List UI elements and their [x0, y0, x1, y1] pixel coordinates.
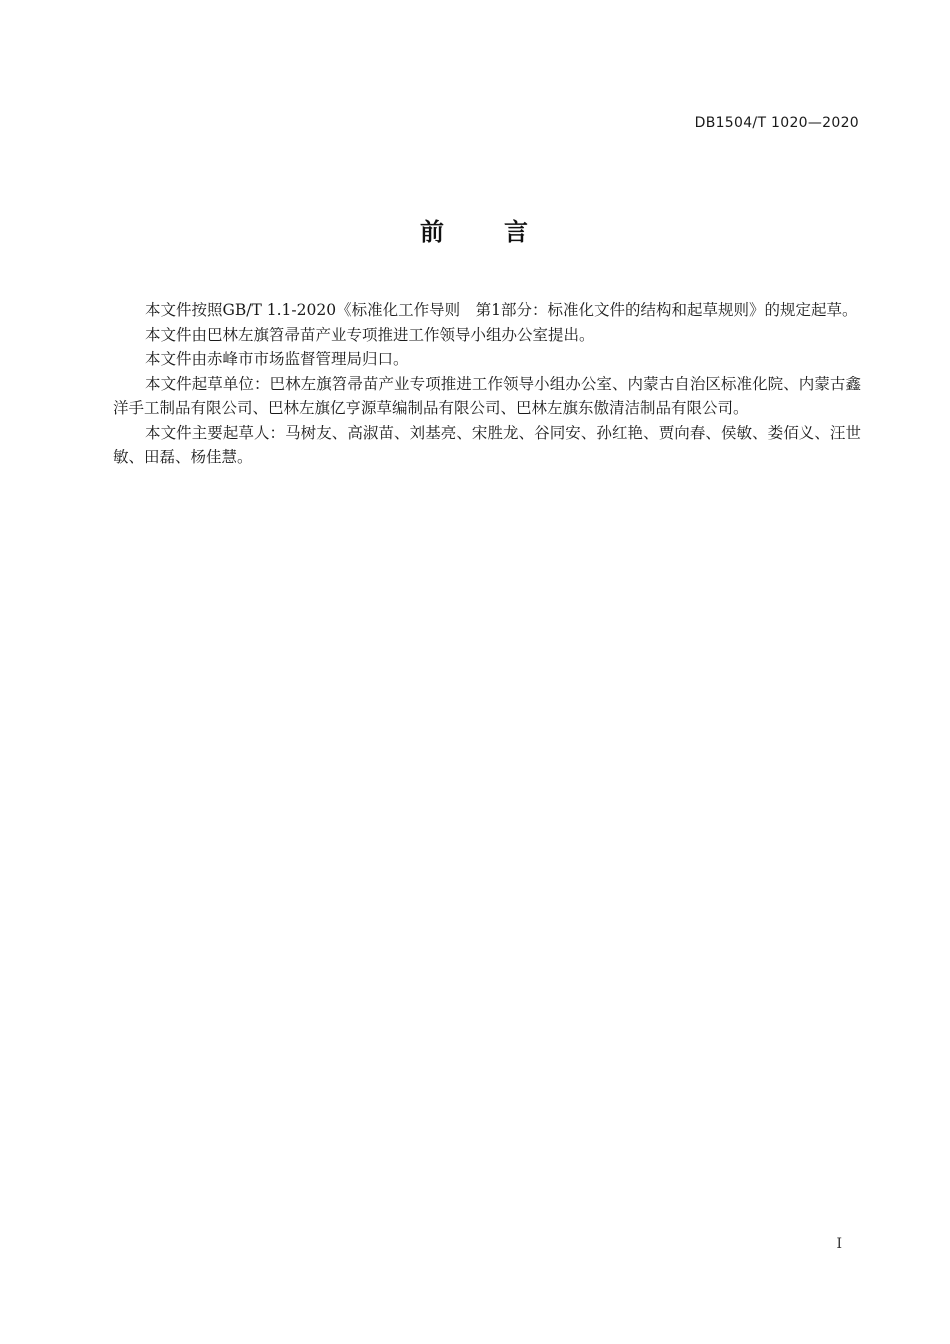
title-char-1: 前 — [420, 218, 446, 246]
paragraph-proposer: 本文件由巴林左旗笤帚苗产业专项推进工作领导小组办公室提出。 — [145, 325, 595, 344]
page-title — [0, 212, 950, 247]
standard-code: DB1504/T 1020—2020 — [694, 115, 859, 131]
title-char-2: 言 — [504, 218, 530, 246]
page-number: I — [836, 1236, 842, 1252]
paragraph-drafting-units: 本文件起草单位：巴林左旗笤帚苗产业专项推进工作领导小组办公室、内蒙古自治区标准化院、内蒙古鑫洋手工制品有限公司、巴林左旗亿亨源草编制品有限公司、巴林左旗东傲清洁制品有限公司。 — [113, 374, 861, 417]
paragraph-standard-basis: 本文件按照GB/T 1.1-2020《标准化工作导则 第1部分：标准化文件的结构和起草规则》的规定起草。 — [145, 301, 858, 319]
paragraph-drafters: 本文件主要起草人：马树友、高淑苗、刘基亮、宋胜龙、谷同安、孙红艳、贾向春、侯敏、娄佰义、汪世敏、田磊、杨佳慧。 — [113, 423, 861, 466]
paragraph-centralized-by: 本文件由赤峰市市场监督管理局归口。 — [145, 350, 409, 368]
foreword-body — [113, 298, 861, 470]
